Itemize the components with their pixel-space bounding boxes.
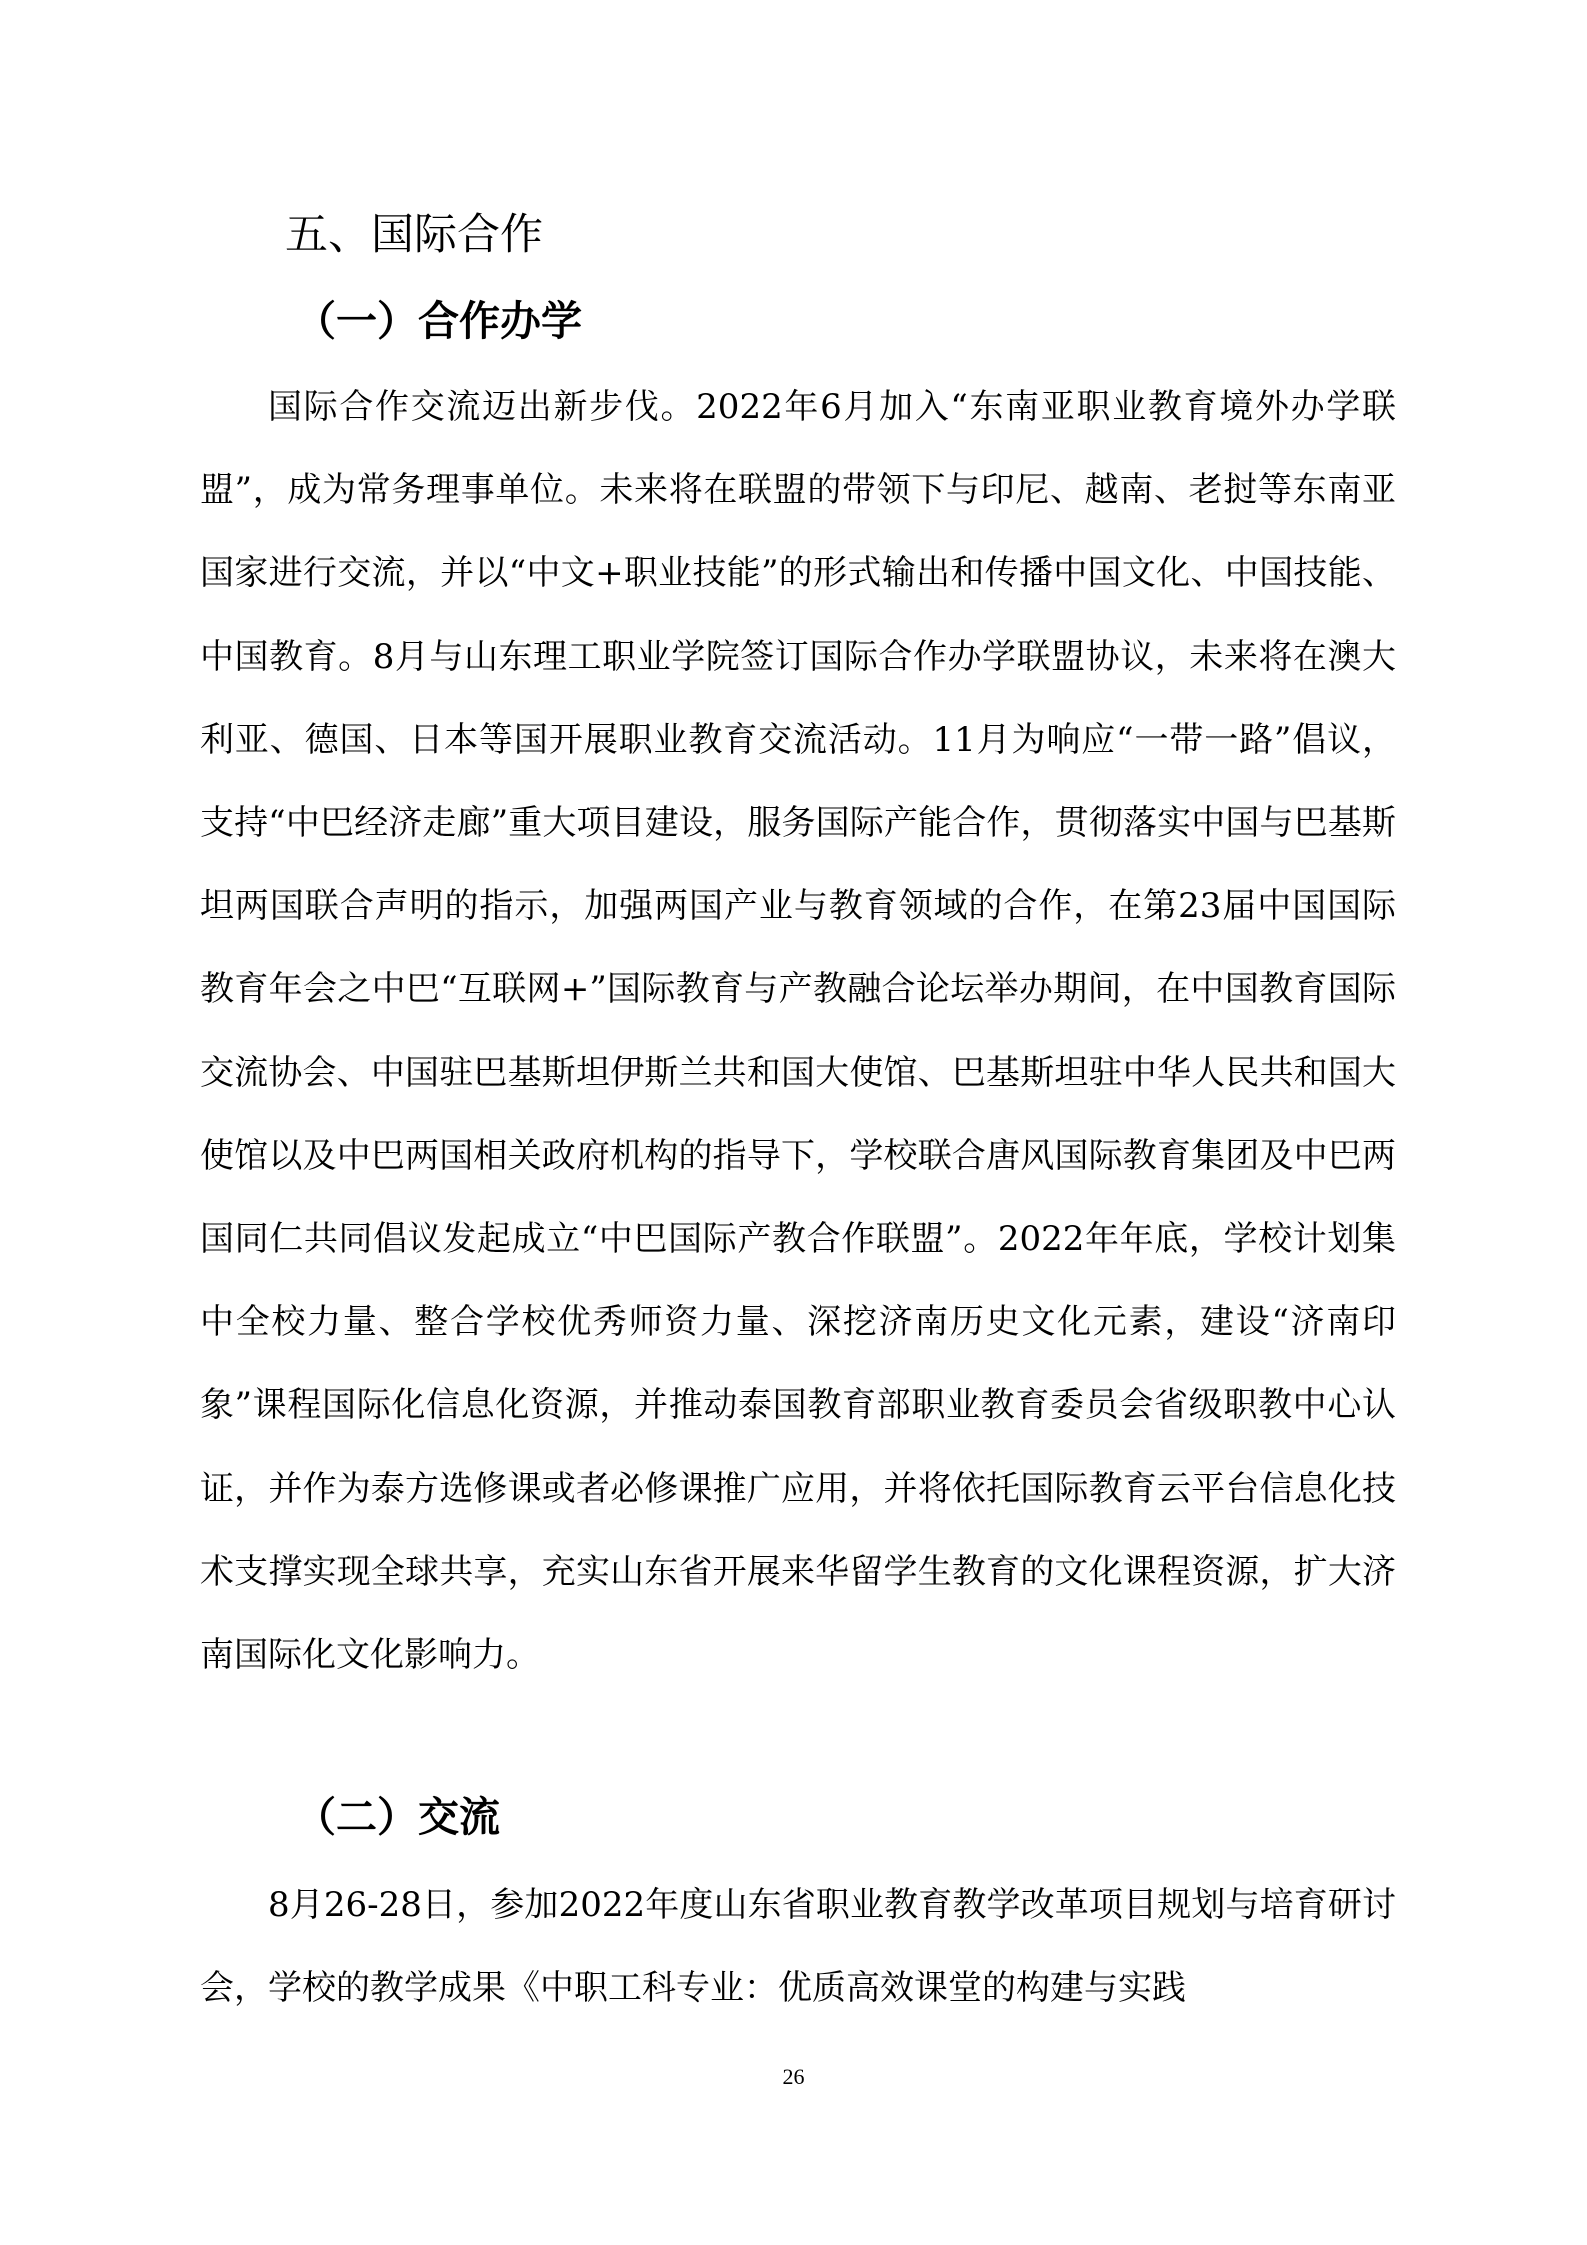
subsection-heading-cooperation: （一）合作办学 bbox=[295, 297, 582, 345]
page-number: 26 bbox=[782, 2064, 805, 2089]
paragraph-exchange: 8月26-28日，参加2022年度山东省职业教育教学改革项目规划与培育研讨会，学校的教学成果《中职工科专业：优质高效课堂的构建与实践 bbox=[200, 1885, 1396, 2009]
paragraph-cooperation: 国际合作交流迈出新步伐。2022年6月加入“东南亚职业教育境外办学联盟”，成为常务理事单位。未来将在联盟的带领下与印尼、越南、老挝等东南亚国家进行交流，并以“中文+职业技能”的形式输出和传播中国文化、中国技能、中国教育。8月与山东理工职业学院签订国际合作办学联盟协议，未来将在澳大利亚、德国、日本等国开展职业教育交流活动。11月为响应“一带一路”倡议，支持“中巴经济走廊”重大项目建设，服务国际产能合作，贯彻落实中国与巴基斯坦两国联合声明的指示，加强两国产业与教育领域的合作，在第23届中国国际教育年会之中巴“互联网+”国际教育与产教融合论坛举办期间，在中国教育国际交流协会、中国驻巴基斯坦伊斯兰共和国大使馆、巴基斯坦驻中华人民共和国大使馆以及中巴两国相关政府机构的指导下，学校联合唐风国际教育集团及中巴两国同仁共同倡议发起成立“中巴国际产教合作联盟”。2022年年底，学校计划集中全校力量、整合学校优秀师资力量、深挖济南历史文化元素，建设“济南印象”课程国际化信息化资源，并推动泰国教育部职业教育委员会省级职教中心认证，并作为泰方选修课或者必修课推广应用，并将依托国际教育云平台信息化技术支撑实现全球共享，充实山东省开展来华留学生教育的文化课程资源，扩大济南国际化文化影响力。 bbox=[200, 387, 1396, 1676]
subsection-heading-exchange: （二）交流 bbox=[295, 1793, 500, 1841]
section-title: 五、国际合作 bbox=[285, 210, 543, 260]
